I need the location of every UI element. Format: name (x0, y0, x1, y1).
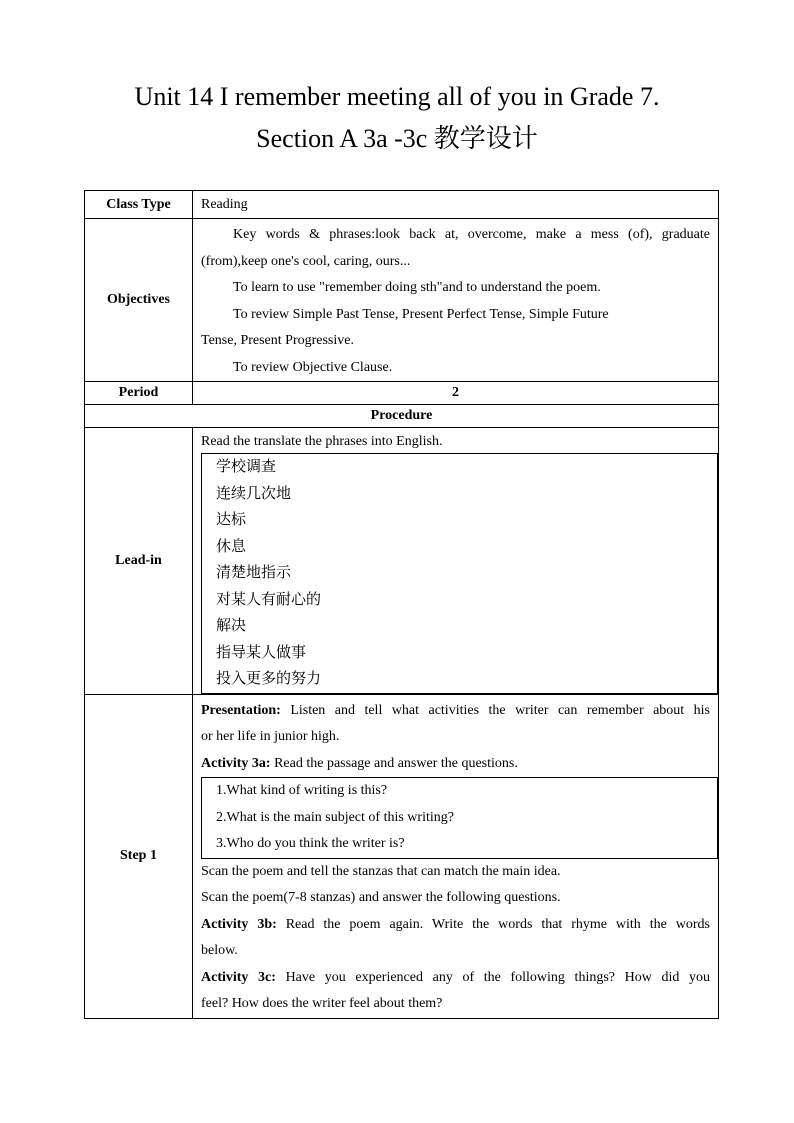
phrase-item: 投入更多的努力 (216, 671, 322, 687)
objectives-label: Objectives (85, 219, 193, 382)
phrase-item: 休息 (216, 538, 247, 555)
phrase-item: 解决 (216, 618, 247, 634)
objective-line: To review Objective Clause. (233, 359, 393, 375)
objective-line: Tense, Present Progressive. (201, 333, 354, 348)
class-type-value: Reading (193, 191, 719, 219)
page-subtitle: Section A 3a -3c 教学设计 (256, 124, 538, 153)
activity3c-label: Activity 3c: (201, 969, 276, 985)
presentation-label: Presentation: (201, 702, 281, 718)
class-type-label: Class Type (85, 191, 193, 219)
objective-line: To review Simple Past Tense, Present Perfect Tense, Simple Future (233, 306, 609, 322)
lead-in-intro: Read the translate the phrases into English. (201, 434, 443, 449)
activity3a-text: Read the passage and answer the questions. (270, 755, 518, 771)
lead-in-content (193, 428, 719, 695)
objectives-content (193, 219, 719, 382)
question-item: 1.What kind of writing is this? (216, 783, 388, 798)
phrase-item: 指导某人做事 (216, 644, 307, 661)
step1-content (193, 694, 719, 1018)
scan-line: Scan the poem(7-8 stanzas) and answer the following questions. (201, 890, 561, 905)
objective-line: To learn to use "remember doing sth"and to understand the poem. (233, 280, 601, 295)
activity3b-line (201, 912, 710, 939)
activity3c-line (201, 965, 710, 992)
page-title: Unit 14 I remember meeting all of you in Grade 7. (134, 82, 660, 111)
objectives-row (85, 219, 719, 382)
activity3b-label: Activity 3b: (201, 916, 277, 932)
question-item: 3.Who do you think the writer is? (216, 836, 405, 851)
question-box (201, 777, 718, 859)
activity3c-text: Have you experienced any of the following things? How did you (275, 969, 710, 985)
class-type-row (85, 191, 719, 219)
activity3b-line: below. (201, 943, 238, 958)
activity3a-line (201, 751, 710, 778)
objective-line: (from),keep one's cool, caring, ours... (201, 253, 411, 269)
presentation-line: or her life in junior high. (201, 729, 340, 744)
phrase-item: 学校调查 (216, 459, 277, 475)
objective-line: Key words & phrases:look back at, overcome, make a mess (of), graduate (233, 227, 710, 242)
presentation-line (201, 698, 710, 725)
period-label: Period (85, 382, 193, 405)
lead-in-row (85, 428, 719, 695)
phrase-item: 连续几次地 (216, 485, 292, 502)
period-row (85, 382, 719, 405)
step1-row (85, 694, 719, 1018)
phrase-box (201, 453, 718, 694)
lesson-plan-table (84, 190, 719, 1019)
activity3c-line: feel? How does the writer feel about them? (201, 996, 443, 1011)
activity3a-label: Activity 3a: (201, 755, 271, 771)
presentation-text: Listen and tell what activities the writer can remember about his (280, 702, 710, 718)
lead-in-label: Lead-in (85, 428, 193, 695)
step1-label: Step 1 (85, 694, 193, 1018)
phrase-item: 对某人有耐心的 (216, 591, 322, 608)
procedure-label: Procedure (85, 405, 719, 428)
scan-line: Scan the poem and tell the stanzas that can match the main idea. (201, 863, 561, 879)
activity3b-text: Read the poem again. Write the words that rhyme with the words (276, 916, 710, 932)
period-value: 2 (193, 382, 719, 405)
phrase-item: 达标 (216, 512, 247, 528)
procedure-row (85, 405, 719, 428)
phrase-item: 清楚地指示 (216, 565, 292, 581)
question-item: 2.What is the main subject of this writing? (216, 809, 454, 825)
